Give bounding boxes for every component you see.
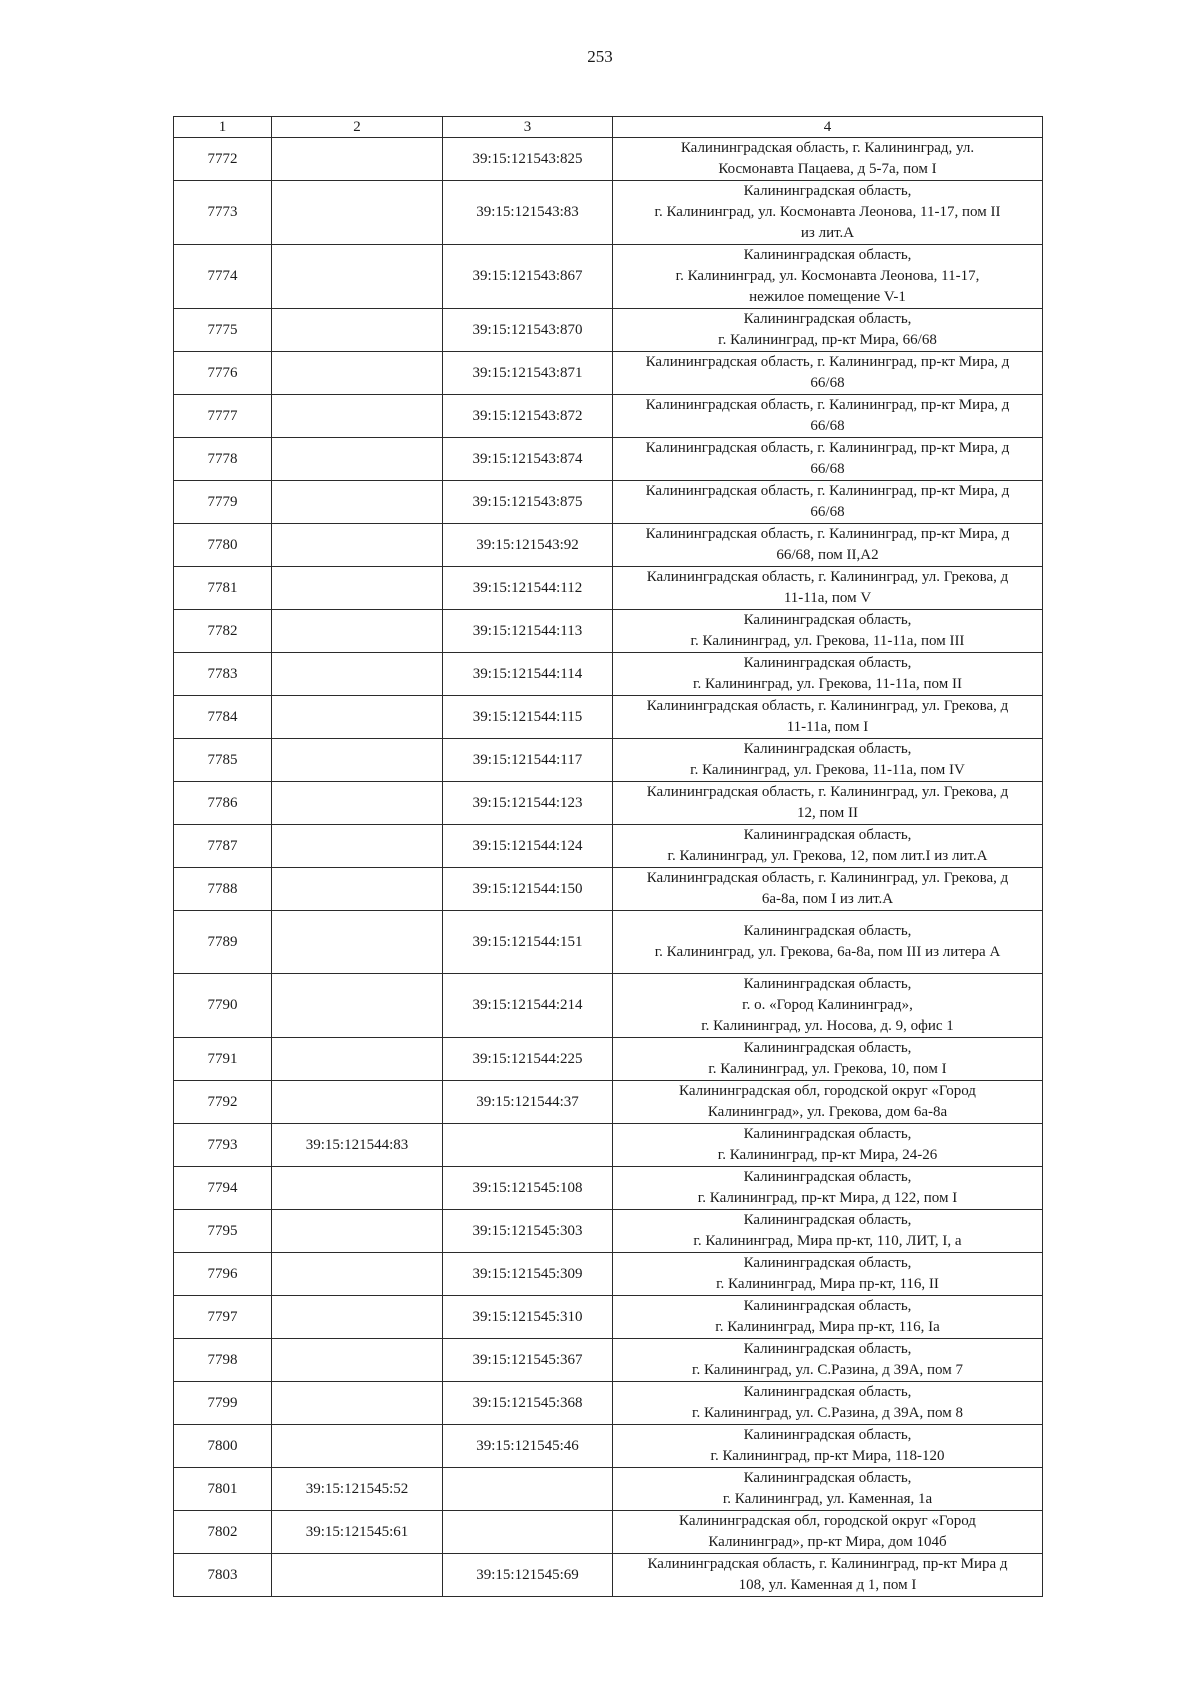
cadastral-number-cell xyxy=(272,739,443,782)
cadastral-number-cell: 39:15:121545:303 xyxy=(443,1210,613,1253)
table-row xyxy=(174,610,1043,653)
address-cell: Калининградская область, г. Калининград, ул. Грекова, 6а-8а, пом III из литера А xyxy=(613,911,1043,974)
cadastral-number-cell xyxy=(272,1296,443,1339)
address-cell: Калининградская область, г. Калининград, пр-кт Мира, д 66/68 xyxy=(613,438,1043,481)
table-row xyxy=(174,1167,1043,1210)
header-cell: 3 xyxy=(443,117,613,138)
cadastral-number-cell xyxy=(272,352,443,395)
row-number-cell: 7784 xyxy=(174,696,272,739)
cadastral-number-cell: 39:15:121544:151 xyxy=(443,911,613,974)
address-cell: Калининградская область, г. Калининград, ул. Каменная, 1а xyxy=(613,1468,1043,1511)
header-cell: 1 xyxy=(174,117,272,138)
cadastral-number-cell: 39:15:121545:52 xyxy=(272,1468,443,1511)
address-cell: Калининградская область, г. Калининград, ул. Космонавта Леонова, 11-17, нежилое помещение V-1 xyxy=(613,245,1043,309)
table-row xyxy=(174,1382,1043,1425)
cadastral-number-cell: 39:15:121543:874 xyxy=(443,438,613,481)
table-header-row xyxy=(174,117,1043,138)
cadastral-number-cell xyxy=(272,1253,443,1296)
address-cell: Калининградская область, г. Калининград, пр-кт Мира, 118-120 xyxy=(613,1425,1043,1468)
cadastral-number-cell xyxy=(272,782,443,825)
row-number-cell: 7773 xyxy=(174,181,272,245)
table-row xyxy=(174,1081,1043,1124)
cadastral-number-cell: 39:15:121543:871 xyxy=(443,352,613,395)
address-cell: Калининградская обл, городской округ «Город Калининград», пр-кт Мира, дом 104б xyxy=(613,1511,1043,1554)
cadastral-number-cell xyxy=(272,1038,443,1081)
address-cell: Калининградская область, г. Калининград, ул. С.Разина, д 39А, пом 8 xyxy=(613,1382,1043,1425)
cadastral-number-cell: 39:15:121543:872 xyxy=(443,395,613,438)
cadastral-number-cell: 39:15:121544:117 xyxy=(443,739,613,782)
cadastral-number-cell: 39:15:121544:124 xyxy=(443,825,613,868)
cadastral-number-cell xyxy=(272,911,443,974)
cadastral-number-cell: 39:15:121543:92 xyxy=(443,524,613,567)
address-cell: Калининградская область, г. Калининград, пр-кт Мира, д 66/68 xyxy=(613,352,1043,395)
table-row xyxy=(174,1554,1043,1597)
cadastral-number-cell xyxy=(272,309,443,352)
cadastral-number-cell: 39:15:121545:46 xyxy=(443,1425,613,1468)
table-row xyxy=(174,974,1043,1038)
row-number-cell: 7786 xyxy=(174,782,272,825)
cadastral-number-cell xyxy=(272,138,443,181)
address-cell: Калининградская область, г. Калининград, ул. Грекова, д 11-11а, пом V xyxy=(613,567,1043,610)
table-row xyxy=(174,352,1043,395)
table-row xyxy=(174,1511,1043,1554)
address-cell: Калининградская область, г. Калининград, ул. Грекова, 11-11а, пом III xyxy=(613,610,1043,653)
cadastral-number-cell xyxy=(272,395,443,438)
cadastral-number-cell xyxy=(272,524,443,567)
table-row xyxy=(174,181,1043,245)
cadastral-number-cell: 39:15:121544:225 xyxy=(443,1038,613,1081)
row-number-cell: 7798 xyxy=(174,1339,272,1382)
cadastral-number-cell xyxy=(443,1468,613,1511)
cadastral-number-cell xyxy=(272,825,443,868)
address-cell: Калининградская область, г. Калининград, Мира пр-кт, 116, II xyxy=(613,1253,1043,1296)
address-cell: Калининградская область, г. Калининград, пр-кт Мира, 66/68 xyxy=(613,309,1043,352)
row-number-cell: 7802 xyxy=(174,1511,272,1554)
cadastral-number-cell: 39:15:121544:113 xyxy=(443,610,613,653)
row-number-cell: 7776 xyxy=(174,352,272,395)
table-row xyxy=(174,567,1043,610)
address-cell: Калининградская область, г. о. «Город Калининград», г. Калининград, ул. Носова, д. 9, офис 1 xyxy=(613,974,1043,1038)
row-number-cell: 7772 xyxy=(174,138,272,181)
table-row xyxy=(174,1210,1043,1253)
row-number-cell: 7789 xyxy=(174,911,272,974)
row-number-cell: 7774 xyxy=(174,245,272,309)
table-row xyxy=(174,138,1043,181)
cadastral-number-cell: 39:15:121545:367 xyxy=(443,1339,613,1382)
row-number-cell: 7778 xyxy=(174,438,272,481)
cadastral-number-cell: 39:15:121544:150 xyxy=(443,868,613,911)
address-cell: Калининградская обл, городской округ «Город Калининград», ул. Грекова, дом 6а-8а xyxy=(613,1081,1043,1124)
table-row xyxy=(174,739,1043,782)
cadastral-number-cell xyxy=(272,1167,443,1210)
address-cell: Калининградская область, г. Калининград, Мира пр-кт, 116, Iа xyxy=(613,1296,1043,1339)
cadastral-number-cell xyxy=(272,1081,443,1124)
address-cell: Калининградская область, г. Калининград, ул. Космонавта Леонова, 11-17, пом II из лит.А xyxy=(613,181,1043,245)
cadastral-number-cell: 39:15:121544:114 xyxy=(443,653,613,696)
table-row xyxy=(174,1339,1043,1382)
cadastral-number-cell: 39:15:121545:61 xyxy=(272,1511,443,1554)
cadastral-number-cell xyxy=(272,245,443,309)
address-cell: Калининградская область, г. Калининград, ул. Грекова, 10, пом I xyxy=(613,1038,1043,1081)
table-row xyxy=(174,1253,1043,1296)
table-row xyxy=(174,653,1043,696)
cadastral-number-cell xyxy=(272,1554,443,1597)
row-number-cell: 7781 xyxy=(174,567,272,610)
address-cell: Калининградская область, г. Калининград, ул. Грекова, д 12, пом II xyxy=(613,782,1043,825)
table-row xyxy=(174,1468,1043,1511)
cadastral-number-cell: 39:15:121544:115 xyxy=(443,696,613,739)
cadastral-number-cell: 39:15:121545:69 xyxy=(443,1554,613,1597)
address-cell: Калининградская область, г. Калининград, пр-кт Мира, д 122, пом I xyxy=(613,1167,1043,1210)
address-cell: Калининградская область, г. Калининград, ул. Грекова, 11-11а, пом II xyxy=(613,653,1043,696)
row-number-cell: 7785 xyxy=(174,739,272,782)
row-number-cell: 7794 xyxy=(174,1167,272,1210)
row-number-cell: 7793 xyxy=(174,1124,272,1167)
cadastral-number-cell: 39:15:121545:368 xyxy=(443,1382,613,1425)
cadastral-number-cell xyxy=(272,974,443,1038)
cadastral-number-cell xyxy=(272,696,443,739)
row-number-cell: 7783 xyxy=(174,653,272,696)
cadastral-number-cell: 39:15:121544:37 xyxy=(443,1081,613,1124)
header-cell: 4 xyxy=(613,117,1043,138)
table-row xyxy=(174,481,1043,524)
table-row xyxy=(174,1425,1043,1468)
address-cell: Калининградская область, г. Калининград, пр-кт Мира д 108, ул. Каменная д 1, пом I xyxy=(613,1554,1043,1597)
table-row xyxy=(174,868,1043,911)
cadastral-number-cell xyxy=(272,481,443,524)
cadastral-number-cell: 39:15:121543:867 xyxy=(443,245,613,309)
cadastral-number-cell: 39:15:121545:310 xyxy=(443,1296,613,1339)
cadastral-number-cell: 39:15:121544:123 xyxy=(443,782,613,825)
row-number-cell: 7779 xyxy=(174,481,272,524)
row-number-cell: 7782 xyxy=(174,610,272,653)
cadastral-number-cell: 39:15:121544:83 xyxy=(272,1124,443,1167)
cadastral-number-cell xyxy=(272,567,443,610)
table-row xyxy=(174,782,1043,825)
table-row xyxy=(174,825,1043,868)
table-row xyxy=(174,395,1043,438)
cadastral-number-cell: 39:15:121545:309 xyxy=(443,1253,613,1296)
address-cell: Калининградская область, г. Калининград, ул. Грекова, 12, пом лит.I из лит.А xyxy=(613,825,1043,868)
row-number-cell: 7790 xyxy=(174,974,272,1038)
address-cell: Калининградская область, г. Калининград, ул. Космонавта Пацаева, д 5-7а, пом I xyxy=(613,138,1043,181)
row-number-cell: 7775 xyxy=(174,309,272,352)
table-row xyxy=(174,1296,1043,1339)
address-cell: Калининградская область, г. Калининград, ул. Грекова, д 6а-8а, пом I из лит.А xyxy=(613,868,1043,911)
cadastral-number-cell: 39:15:121545:108 xyxy=(443,1167,613,1210)
cadastral-number-cell xyxy=(443,1124,613,1167)
row-number-cell: 7777 xyxy=(174,395,272,438)
address-cell: Калининградская область, г. Калининград, пр-кт Мира, 24-26 xyxy=(613,1124,1043,1167)
table-row xyxy=(174,245,1043,309)
row-number-cell: 7787 xyxy=(174,825,272,868)
address-cell: Калининградская область, г. Калининград, пр-кт Мира, д 66/68 xyxy=(613,395,1043,438)
table-row xyxy=(174,696,1043,739)
row-number-cell: 7797 xyxy=(174,1296,272,1339)
cadastral-number-cell: 39:15:121543:83 xyxy=(443,181,613,245)
row-number-cell: 7796 xyxy=(174,1253,272,1296)
table-row xyxy=(174,309,1043,352)
table-row xyxy=(174,524,1043,567)
row-number-cell: 7803 xyxy=(174,1554,272,1597)
row-number-cell: 7795 xyxy=(174,1210,272,1253)
row-number-cell: 7801 xyxy=(174,1468,272,1511)
address-cell: Калининградская область, г. Калининград, Мира пр-кт, 110, ЛИТ, I, а xyxy=(613,1210,1043,1253)
cadastral-number-cell: 39:15:121543:875 xyxy=(443,481,613,524)
cadastral-number-cell xyxy=(272,1382,443,1425)
table-row xyxy=(174,1038,1043,1081)
address-cell: Калининградская область, г. Калининград, пр-кт Мира, д 66/68 xyxy=(613,481,1043,524)
row-number-cell: 7792 xyxy=(174,1081,272,1124)
cadastral-number-cell xyxy=(272,1210,443,1253)
cadastral-number-cell xyxy=(272,181,443,245)
table-row xyxy=(174,438,1043,481)
cadastral-number-cell xyxy=(272,1425,443,1468)
cadastral-number-cell xyxy=(272,438,443,481)
cadastral-number-cell xyxy=(443,1511,613,1554)
cadastral-number-cell: 39:15:121543:870 xyxy=(443,309,613,352)
header-cell: 2 xyxy=(272,117,443,138)
cadastral-number-cell xyxy=(272,653,443,696)
address-cell: Калининградская область, г. Калининград, пр-кт Мира, д 66/68, пом II,А2 xyxy=(613,524,1043,567)
address-cell: Калининградская область, г. Калининград, ул. С.Разина, д 39А, пом 7 xyxy=(613,1339,1043,1382)
cadastral-number-cell: 39:15:121544:214 xyxy=(443,974,613,1038)
row-number-cell: 7799 xyxy=(174,1382,272,1425)
cadastral-number-cell: 39:15:121543:825 xyxy=(443,138,613,181)
address-cell: Калининградская область, г. Калининград, ул. Грекова, д 11-11а, пом I xyxy=(613,696,1043,739)
cadastral-number-cell xyxy=(272,610,443,653)
address-cell: Калининградская область, г. Калининград, ул. Грекова, 11-11а, пом IV xyxy=(613,739,1043,782)
table-row xyxy=(174,911,1043,974)
page-number: 253 xyxy=(587,47,613,66)
row-number-cell: 7800 xyxy=(174,1425,272,1468)
registry-table xyxy=(173,116,1043,1597)
row-number-cell: 7780 xyxy=(174,524,272,567)
cadastral-number-cell: 39:15:121544:112 xyxy=(443,567,613,610)
cadastral-number-cell xyxy=(272,1339,443,1382)
row-number-cell: 7788 xyxy=(174,868,272,911)
row-number-cell: 7791 xyxy=(174,1038,272,1081)
cadastral-number-cell xyxy=(272,868,443,911)
table-row xyxy=(174,1124,1043,1167)
